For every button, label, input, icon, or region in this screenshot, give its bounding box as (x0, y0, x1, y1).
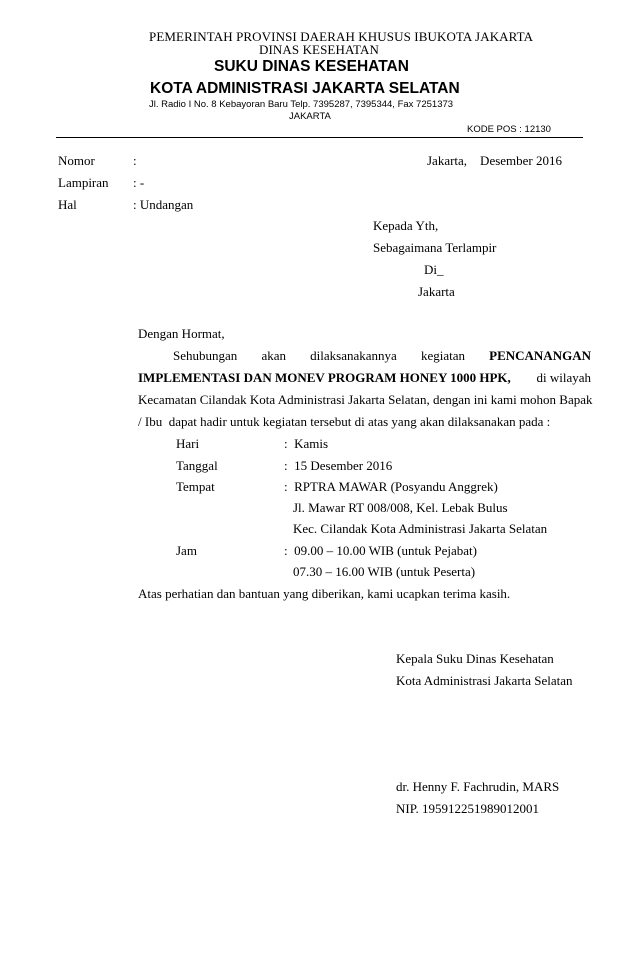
signatory-office: Kota Administrasi Jakarta Selatan (396, 673, 573, 688)
letterhead-agency: SUKU DINAS KESEHATAN (214, 58, 409, 75)
letterhead-department: DINAS KESEHATAN (259, 42, 379, 57)
event-title-part-1: PENCANANGAN (489, 348, 591, 363)
greeting: Dengan Hormat, (138, 326, 225, 341)
word: Sehubungan (173, 348, 238, 363)
letterhead-divider (56, 137, 583, 138)
lampiran-value: : - (133, 175, 145, 190)
letterhead-city-admin: KOTA ADMINISTRASI JAKARTA SELATAN (150, 80, 460, 97)
word: kegiatan (420, 348, 465, 363)
recipient-at: Di_ (424, 262, 444, 277)
nomor-value: : (133, 153, 137, 168)
letterhead-postal-code: KODE POS : 12130 (467, 124, 551, 135)
paragraph-text: di wilayah (536, 370, 591, 385)
word: akan (261, 348, 286, 363)
recipient-city: Jakarta (418, 284, 455, 299)
hari-label: Hari (176, 436, 200, 451)
letterhead-address: Jl. Radio I No. 8 Kebayoran Baru Telp. 7395287, 7395344, Fax 7251373 (149, 99, 454, 110)
signatory-nip: NIP. 195912251989012001 (396, 801, 540, 816)
paragraph-line-3: Kecamatan Cilandak Kota Administrasi Jakarta Selatan, dengan ini kami mohon Bapak (138, 392, 593, 407)
closing-sentence: Atas perhatian dan bantuan yang diberikan, kami ucapkan terima kasih. (138, 586, 511, 601)
recipient-salutation: Kepada Yth, (373, 218, 439, 233)
hari-value: : Kamis (284, 436, 329, 451)
recipient-name: Sebagaimana Terlampir (373, 240, 497, 255)
paragraph-line-4: / Ibu dapat hadir untuk kegiatan tersebut di atas yang akan dilaksanakan pada : (138, 414, 551, 429)
word: dilaksanakannya (310, 348, 397, 363)
tanggal-value: : 15 Desember 2016 (284, 458, 393, 473)
letter-date: Jakarta, Desember 2016 (427, 153, 563, 168)
tempat-value: : RPTRA MAWAR (Posyandu Anggrek) (284, 479, 498, 494)
jam-label: Jam (176, 543, 197, 558)
signatory-title: Kepala Suku Dinas Kesehatan (396, 651, 554, 666)
jam-value: : 09.00 – 10.00 WIB (untuk Pejabat) (284, 543, 477, 558)
lampiran-label: Lampiran (58, 175, 109, 190)
tanggal-label: Tanggal (176, 458, 218, 473)
tempat-label: Tempat (176, 479, 215, 494)
signatory-name: dr. Henny F. Fachrudin, MARS (396, 779, 560, 794)
hal-value: : Undangan (133, 197, 194, 212)
paragraph-line-1 (173, 348, 591, 364)
jam-participants: 07.30 – 16.00 WIB (untuk Peserta) (293, 564, 476, 579)
event-title-part-2: IMPLEMENTASI DAN MONEV PROGRAM HONEY 1000 HPK, (138, 370, 511, 385)
hal-label: Hal (58, 197, 77, 212)
letterhead-government: PEMERINTAH PROVINSI DAERAH KHUSUS IBUKOTA JAKARTA (149, 29, 534, 44)
tempat-district: Kec. Cilandak Kota Administrasi Jakarta Selatan (293, 521, 548, 536)
letterhead-city: JAKARTA (289, 111, 331, 122)
paragraph-line-2 (138, 370, 591, 386)
nomor-label: Nomor (58, 153, 95, 168)
tempat-address: Jl. Mawar RT 008/008, Kel. Lebak Bulus (293, 500, 508, 515)
